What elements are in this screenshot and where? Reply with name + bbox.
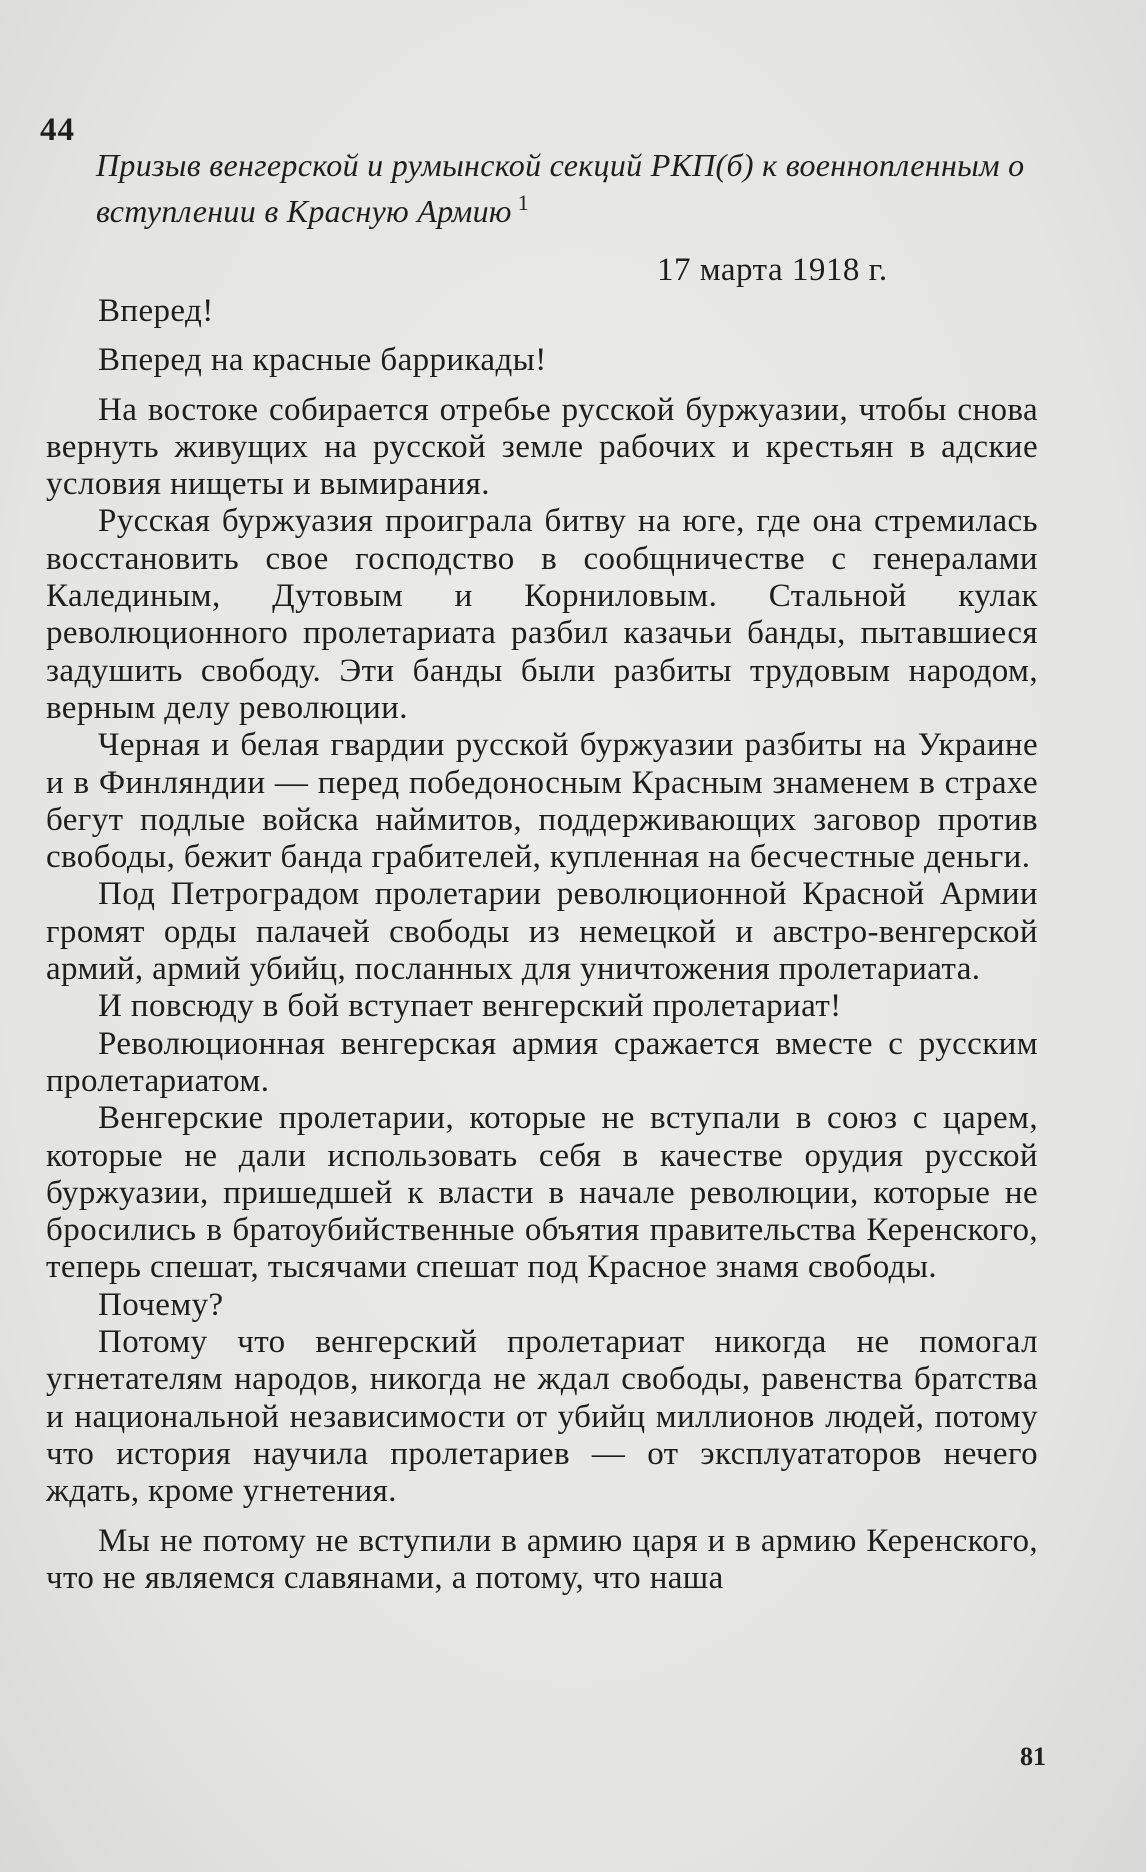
paragraph: Мы не потому не вступили в армию царя и в армию Керенского, что не являемся славянами, а потому, что наша: [46, 1522, 1038, 1596]
footnote-marker: 1: [517, 190, 530, 215]
paragraph: Вперед!: [98, 293, 214, 329]
document-body: [46, 293, 1038, 1597]
document-title-text: Призыв венгерской и румынской секций РКП(б) к военнопленным о вступлении в Красную Армию: [96, 147, 1025, 229]
paragraph: Венгерские пролетарии, которые не вступали в союз с царем, которые не дали использовать себя в качестве орудия русской буржуазии, пришедшей к власти в начале революции, которые не бросились в братоубийственные объятия правительства Керенского, теперь спешат, тысячами спешат под Красное знамя свободы.: [46, 1100, 1038, 1286]
document-date: 17 марта 1918 г.: [657, 252, 888, 288]
paragraph: И повсюду в бой вступает венгерский пролетариат!: [98, 988, 842, 1025]
paragraph: На востоке собирается отребье русской буржуазии, чтобы снова вернуть живущих на русской земле рабочих и крестьян в адские условия нищеты и вымирания.: [46, 391, 1038, 503]
paragraph: Революционная венгерская армия сражается вместе с русским пролетариатом.: [46, 1025, 1038, 1099]
paragraph: Русская буржуазия проиграла битву на юге, где она стремилась восстановить свое господство в сообщничестве с генералами Калединым, Дутовым и Корниловым. Стальной кулак революционного пролетариата разбил казачьи банды, пытавшиеся задушить свободу. Эти банды были разбиты трудовым народом, верным делу революции.: [46, 503, 1038, 726]
document-title: [96, 146, 1036, 230]
document-number: 44: [40, 112, 75, 148]
paragraph: Черная и белая гвардии русской буржуазии разбиты на Украине и в Финляндии — перед победоносным Красным знаменем в страхе бегут подлые войска наймитов, поддерживающих заговор против свободы, бежит банда грабителей, купленная на бесчестные деньги.: [46, 727, 1038, 876]
paragraph: Вперед на красные баррикады!: [98, 342, 547, 379]
paragraph: Потому что венгерский пролетариат никогда не помогал угнетателям народов, никогда не ждал свободы, равенства братства и национальной независимости от убийц миллионов людей, потому что история научила пролетариев — от эксплуататоров нечего ждать, кроме угнетения.: [46, 1324, 1038, 1510]
page-number: 81: [1020, 1742, 1046, 1771]
paragraph: Под Петроградом пролетарии революционной Красной Армии громят орды палачей свободы из немецкой и австро-венгерской армий, армий убийц, посланных для уничтожения пролетариата.: [46, 876, 1038, 988]
paragraph: Почему?: [98, 1286, 224, 1323]
